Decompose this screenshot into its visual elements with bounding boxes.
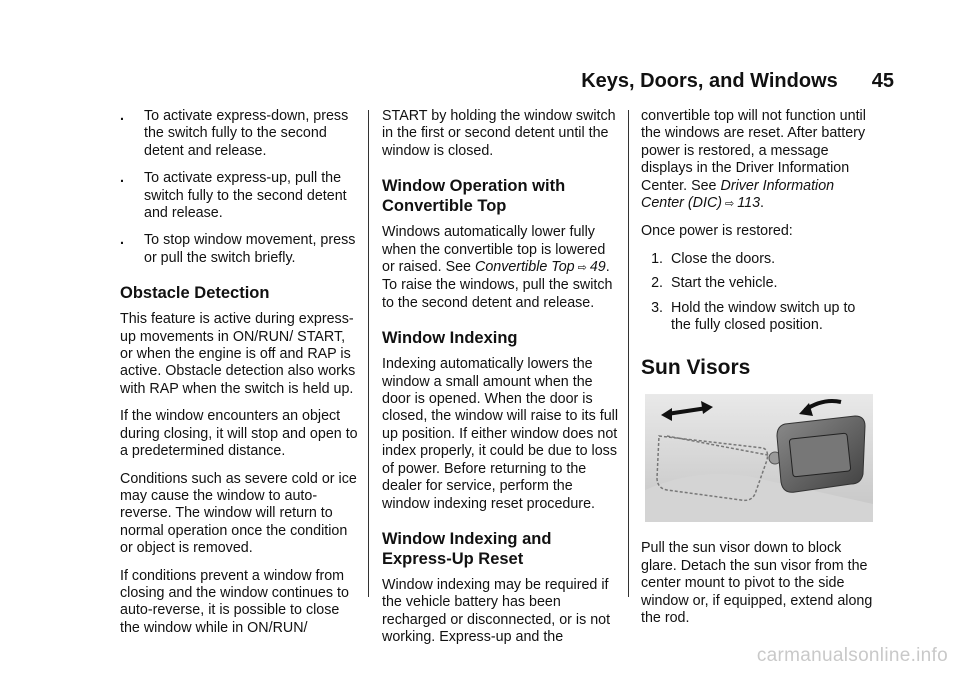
page-header [0, 70, 894, 93]
bullet-item [120, 170, 358, 222]
paragraph: Once power is restored: [641, 223, 793, 240]
paragraph-text: . To raise the windows, pull the switch to the second detent and release. [382, 259, 613, 311]
list-item [641, 300, 877, 335]
column-middle [382, 108, 618, 657]
bullet-text: To activate express-up, pull the switch fully to the second detent and release. [144, 170, 347, 222]
step-text: Start the vehicle. [671, 275, 778, 292]
page-reference[interactable]: 113 [737, 195, 761, 212]
paragraph: START by holding the window switch in the first or second detent until the window is closed. [382, 108, 616, 159]
convertible-top-heading: Window Operation with Convertible Top [382, 177, 566, 216]
paragraph: This feature is active during express-up movements in ON/RUN/ START, or when the engine is off and RAP is active. Obstacle detection also works with RAP when the switch is held up. [120, 311, 356, 397]
paragraph [382, 224, 618, 312]
paragraph: Indexing automatically lowers the window a small amount when the door is opened. When the door is closed, the window will raise to its full up position. If either window does not index properly, it could be due to loss of power. Before returning to the dealer for service, perform the window indexing reset procedure. [382, 356, 618, 512]
bullet-marker: . [120, 108, 124, 124]
page-number: 45 [871, 70, 894, 92]
convertible-top-link[interactable]: Convertible Top [475, 259, 575, 276]
step-number: 3. [651, 299, 663, 316]
window-indexing-heading: Window Indexing [382, 329, 518, 348]
sun-visors-heading: Sun Visors [641, 356, 751, 380]
paragraph: Window indexing may be required if the vehicle battery has been recharged or disconnected, or is not working. Express-up and the [382, 576, 611, 646]
step-text: Hold the window switch up to the fully closed position. [671, 299, 856, 334]
paragraph: Conditions such as severe cold or ice may cause the window to auto-reverse. The window will return to normal operation once the condition or object is removed. [120, 470, 357, 557]
list-item [641, 275, 877, 292]
column-right [641, 108, 877, 638]
paragraph: If conditions prevent a window from closing and the window continues to auto-reverse, it is possible to close the window while in ON/RUN/ [120, 567, 349, 636]
column-divider [628, 110, 629, 597]
paragraph-text: Windows automatically lower fully when the convertible top is lowered or raised. See [382, 224, 606, 276]
sun-visor-illustration [645, 394, 873, 522]
sun-visor-drawing [645, 394, 873, 522]
bullet-text: To activate express-down, press the switch fully to the second detent and release. [144, 108, 349, 159]
bullet-item [120, 108, 358, 160]
obstacle-detection-heading: Obstacle Detection [120, 284, 270, 303]
paragraph: If the window encounters an object during closing, it will stop and open to a predetermined distance. [120, 408, 358, 460]
bullet-text: To stop window movement, press or pull the switch briefly. [144, 232, 356, 266]
section-title: Keys, Doors, and Windows [581, 70, 838, 92]
step-text: Close the doors. [671, 250, 776, 267]
page-reference[interactable]: 49 [589, 259, 606, 276]
indexing-reset-heading: Window Indexing and Express-Up Reset [382, 529, 552, 568]
page-reference-icon: ⇨ [577, 262, 587, 275]
vanity-mirror [789, 434, 851, 478]
watermark-text: carmanualsonline.info [756, 645, 948, 666]
steps-list [641, 251, 877, 335]
paragraph-text: convertible top will not function until the windows are reset. After battery power is restored, a message displays in the Driver Information Center. See [641, 108, 866, 194]
page-reference-icon: ⇨ [725, 198, 735, 211]
watermark [0, 645, 960, 667]
column-divider [368, 110, 369, 597]
dic-link[interactable]: Driver Information Center (DIC) [641, 177, 835, 212]
column-left [120, 108, 358, 647]
step-number: 2. [651, 275, 663, 292]
paragraph: Pull the sun visor down to block glare. Detach the sun visor from the center mount to pivot to the side window or, if equipped, extend along the rod. [641, 540, 873, 627]
bullet-marker: . [120, 170, 124, 187]
bullet-marker: . [120, 232, 124, 249]
paragraph-text: . [760, 195, 765, 212]
step-number: 1. [651, 250, 663, 267]
bullet-item [120, 232, 358, 267]
paragraph [641, 108, 877, 213]
list-item [641, 251, 877, 268]
